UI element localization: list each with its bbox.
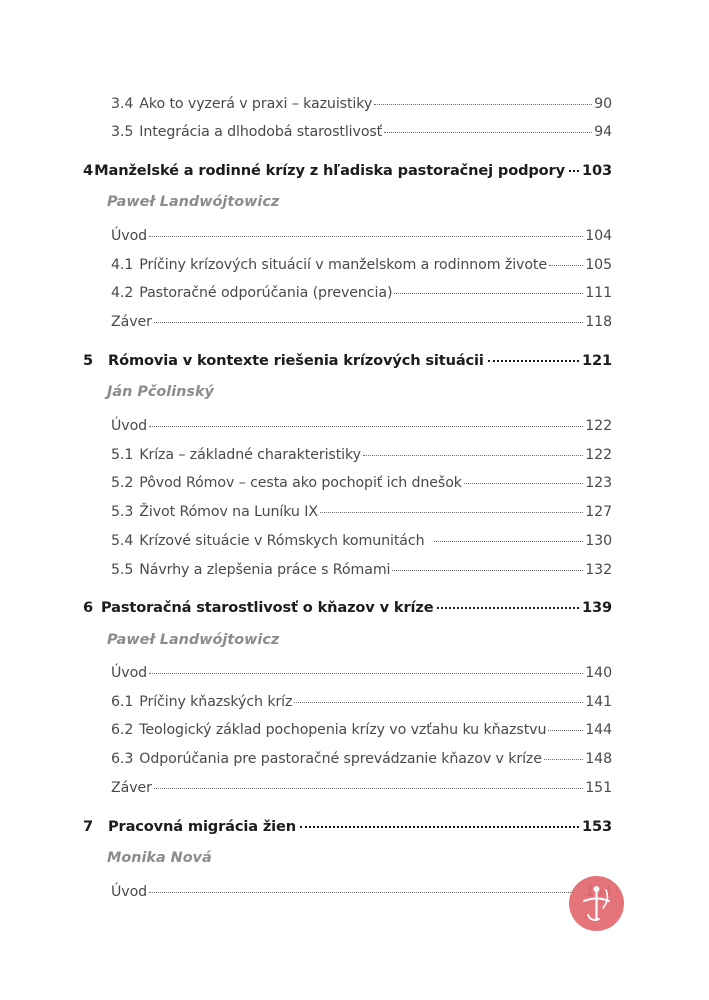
toc-chapter-4[interactable]: 4 Manželské a rodinné krízy z hľadiska pastoračnej podpory 103 bbox=[83, 162, 612, 179]
toc-entry-6-conclusion[interactable]: Záver 151 bbox=[111, 780, 612, 796]
dot-leader bbox=[384, 132, 592, 133]
dot-leader bbox=[149, 426, 583, 427]
dot-leader bbox=[394, 293, 583, 294]
dot-leader bbox=[437, 607, 579, 609]
toc-chapter-5[interactable]: 5 Rómovia v kontexte riešenia krízových situácii 121 bbox=[83, 352, 612, 369]
toc-entry-5-intro[interactable]: Úvod 122 bbox=[111, 418, 612, 434]
dot-leader bbox=[392, 570, 583, 571]
toc-entry-6-intro[interactable]: Úvod 140 bbox=[111, 665, 612, 681]
publisher-badge[interactable] bbox=[569, 876, 624, 931]
dot-leader bbox=[374, 104, 592, 105]
toc-entry-4-1[interactable]: 4.1 Príčiny krízových situácií v manželskom a rodinnom živote 105 bbox=[111, 257, 612, 273]
toc-entry-3-5[interactable]: 3.5 Integrácia a dlhodobá starostlivosť 94 bbox=[111, 124, 612, 140]
toc-entry-5-5[interactable]: 5.5 Návrhy a zlepšenia práce s Rómami 132 bbox=[111, 562, 612, 578]
dot-leader bbox=[569, 170, 579, 172]
dot-leader bbox=[149, 892, 583, 893]
dot-leader bbox=[154, 322, 583, 323]
dot-leader bbox=[294, 702, 583, 703]
chapter-author: Paweł Landwójtowicz bbox=[107, 194, 280, 210]
toc-entry-5-1[interactable]: 5.1 Kríza – základné charakteristiky 122 bbox=[111, 447, 612, 463]
toc-entry-3-4[interactable]: 3.4 Ako to vyzerá v praxi – kazuistiky 90 bbox=[111, 96, 612, 112]
toc-entry-6-3[interactable]: 6.3 Odporúčania pre pastoračné sprevádzanie kňazov v kríze 148 bbox=[111, 751, 612, 767]
chapter-author: Paweł Landwójtowicz bbox=[107, 632, 280, 648]
dot-leader bbox=[488, 360, 579, 362]
toc-entry-6-2[interactable]: 6.2 Teologický základ pochopenia krízy vo vzťahu ku kňazstvu 144 bbox=[111, 722, 612, 738]
dot-leader bbox=[300, 826, 579, 828]
dot-leader bbox=[154, 788, 583, 789]
toc-entry-7-intro[interactable]: Úvod bbox=[111, 884, 612, 904]
dot-leader bbox=[434, 541, 583, 542]
toc-entry-6-1[interactable]: 6.1 Príčiny kňazských kríz 141 bbox=[111, 694, 612, 710]
dot-leader bbox=[363, 455, 583, 456]
toc-chapter-6[interactable]: 6 Pastoračná starostlivosť o kňazov v kríze 139 bbox=[83, 599, 612, 616]
dot-leader bbox=[544, 759, 583, 760]
dot-leader bbox=[320, 512, 583, 513]
dot-leader bbox=[149, 236, 583, 237]
crossed-figure-icon bbox=[569, 876, 624, 931]
dot-leader bbox=[549, 265, 583, 266]
dot-leader bbox=[464, 483, 583, 484]
dot-leader bbox=[149, 673, 583, 674]
toc-chapter-7[interactable]: 7 Pracovná migrácia žien 153 bbox=[83, 818, 612, 835]
toc-entry-5-3[interactable]: 5.3 Život Rómov na Luníku IX 127 bbox=[111, 504, 612, 520]
toc-entry-5-4[interactable]: 5.4 Krízové situácie v Rómskych komunitách 130 bbox=[111, 533, 612, 549]
chapter-author: Monika Nová bbox=[107, 850, 212, 866]
toc-entry-4-intro[interactable]: Úvod 104 bbox=[111, 228, 612, 244]
dot-leader bbox=[548, 730, 583, 731]
toc-entry-4-2[interactable]: 4.2 Pastoračné odporúčania (prevencia) 111 bbox=[111, 285, 612, 301]
toc-entry-4-conclusion[interactable]: Záver 118 bbox=[111, 314, 612, 330]
chapter-author: Ján Pčolinský bbox=[107, 384, 214, 400]
toc-entry-5-2[interactable]: 5.2 Pôvod Rómov – cesta ako pochopiť ich dnešok 123 bbox=[111, 475, 612, 491]
